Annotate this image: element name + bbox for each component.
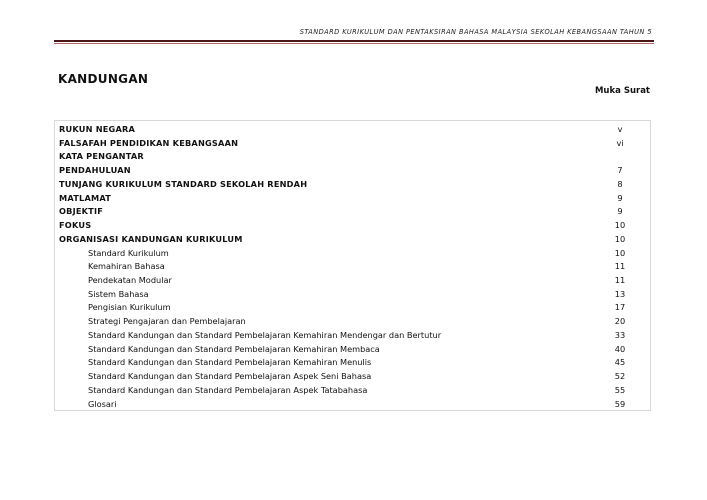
toc-entry-page: 9 <box>617 192 623 203</box>
toc-entry-page: 13 <box>614 288 626 299</box>
toc-entry-page: 20 <box>614 316 626 327</box>
toc-entry <box>55 398 650 412</box>
toc-entry <box>55 123 650 137</box>
toc-entry-page: 40 <box>614 343 626 354</box>
toc-entry-title: OBJEKTIF <box>59 206 104 217</box>
toc-entry-page: 55 <box>614 384 626 395</box>
toc-entry <box>55 164 650 178</box>
toc-entry-title: Standard Kurikulum <box>88 247 169 258</box>
toc-entry-title: Standard Kandungan dan Standard Pembelajaran Kemahiran Membaca <box>88 343 380 354</box>
toc-entry-page: 17 <box>614 302 626 313</box>
toc-entry-title: Pengisian Kurikulum <box>88 302 171 313</box>
toc-entry <box>55 384 650 398</box>
toc-entry-page: 11 <box>614 275 626 286</box>
toc-entry <box>55 150 650 164</box>
toc-entry <box>55 247 650 261</box>
page-title: KANDUNGAN <box>58 72 149 86</box>
toc-entry <box>55 274 650 288</box>
toc-entry-title: FOKUS <box>59 220 92 231</box>
toc-entry <box>55 301 650 315</box>
toc-entry-title: Strategi Pengajaran dan Pembelajaran <box>88 316 246 327</box>
toc-entry-title: FALSAFAH PENDIDIKAN KEBANGSAAN <box>59 137 239 148</box>
toc-entry <box>55 288 650 302</box>
toc-entry-title: MATLAMAT <box>59 192 112 203</box>
toc-entry-page: 59 <box>614 398 626 409</box>
toc-entry-page: 52 <box>614 371 626 382</box>
toc-entry <box>55 260 650 274</box>
toc-entry <box>55 356 650 370</box>
toc-entry <box>55 192 650 206</box>
toc-entry-page: 10 <box>614 233 626 244</box>
toc-entry-page: 8 <box>617 178 623 189</box>
toc-entry <box>55 219 650 233</box>
toc-entry-title: Kemahiran Bahasa <box>88 261 165 272</box>
toc-entry-title: RUKUN NEGARA <box>59 124 136 134</box>
toc-entry-page: v <box>617 124 623 134</box>
toc-entry-title: Standard Kandungan dan Standard Pembelajaran Kemahiran Menulis <box>88 357 372 368</box>
toc-entry <box>55 137 650 151</box>
toc-entry-title: TUNJANG KURIKULUM STANDARD SEKOLAH RENDAH <box>59 178 308 189</box>
toc-entry-page: 9 <box>617 206 623 217</box>
toc-entry-page: 11 <box>614 261 626 272</box>
toc-entry <box>55 205 650 219</box>
table-of-contents <box>54 120 651 411</box>
toc-entry-title: Glosari <box>88 398 117 409</box>
toc-entry-title: ORGANISASI KANDUNGAN KURIKULUM <box>59 233 243 244</box>
toc-entry-page: 33 <box>614 329 626 340</box>
toc-entry-page: 10 <box>614 220 626 231</box>
toc-entry <box>55 329 650 343</box>
toc-entry-page: vi <box>616 137 624 148</box>
toc-entry-title: Standard Kandungan dan Standard Pembelajaran Aspek Tatabahasa <box>88 384 368 395</box>
running-header: STANDARD KURIKULUM DAN PENTAKSIRAN BAHASA MALAYSIA SEKOLAH KEBANGSAAN TAHUN 5 <box>299 28 652 36</box>
toc-entry-page: 7 <box>617 165 623 176</box>
toc-entry <box>55 178 650 192</box>
toc-entry-page: 10 <box>614 247 626 258</box>
toc-entry <box>55 370 650 384</box>
toc-entry <box>55 233 650 247</box>
toc-entry-title: KATA PENGANTAR <box>59 151 144 162</box>
toc-entry-title: PENDAHULUAN <box>59 165 131 176</box>
toc-entry-title: Standard Kandungan dan Standard Pembelajaran Aspek Seni Bahasa <box>88 371 372 382</box>
toc-entry-page: 45 <box>614 357 626 368</box>
toc-entry <box>55 343 650 357</box>
header-rule-thick <box>54 40 654 42</box>
toc-entry <box>55 315 650 329</box>
toc-entry-title: Pendekatan Modular <box>88 275 172 286</box>
toc-entry-title: Sistem Bahasa <box>88 288 149 299</box>
toc-entry-title: Standard Kandungan dan Standard Pembelajaran Kemahiran Mendengar dan Bertutur <box>88 329 442 340</box>
page-number-column-label: Muka Surat <box>594 86 650 96</box>
header-rule-thin <box>54 43 654 44</box>
